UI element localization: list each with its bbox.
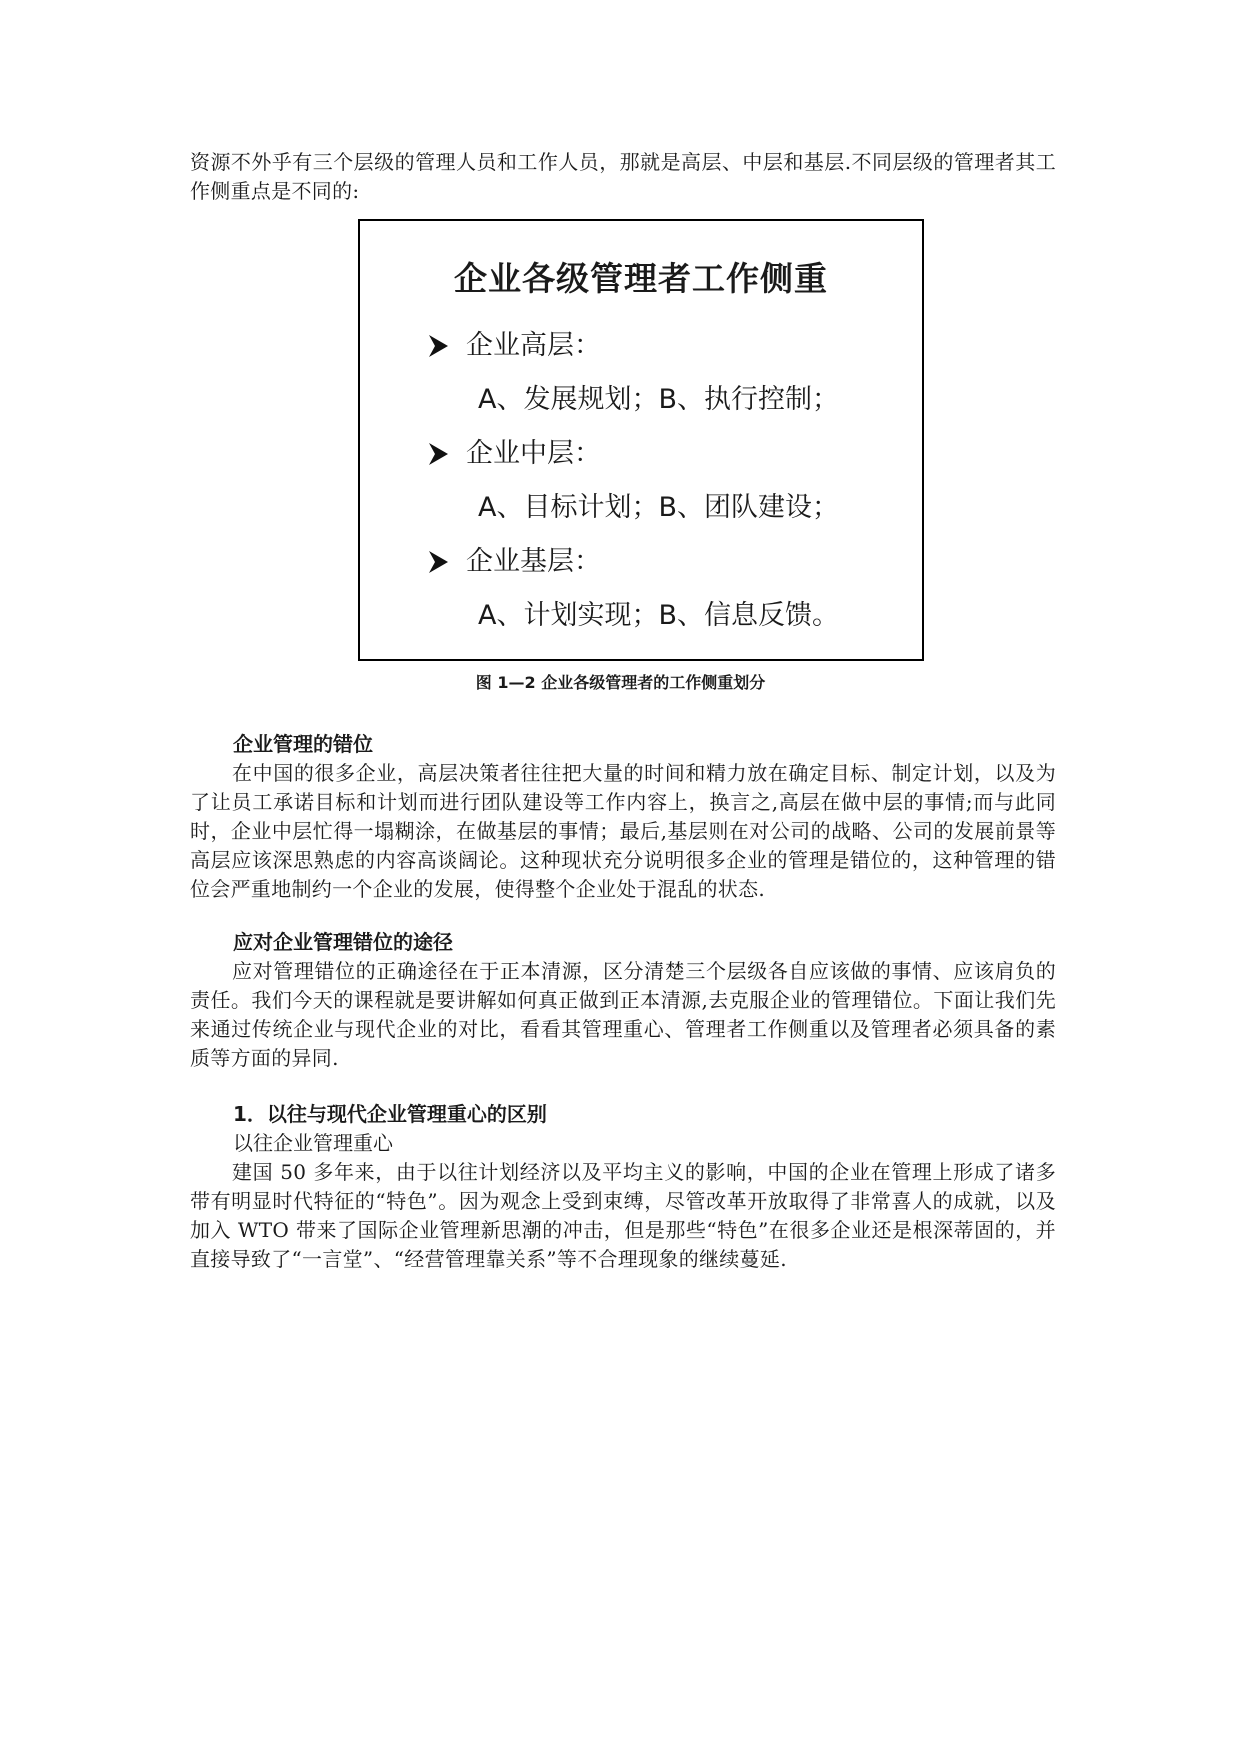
figure-title: 企业各级管理者工作侧重 — [454, 259, 828, 298]
section-heading: 企业管理的错位 — [233, 732, 373, 756]
level-label: 企业中层： — [466, 438, 601, 469]
level-senior — [426, 329, 601, 363]
intro-paragraph: 资源不外乎有三个层级的管理人员和工作人员，那就是高层、中层和基层.不同层级的管理者其工作侧重点是不同的: — [190, 150, 1056, 203]
section-subheading: 以往企业管理重心 — [233, 1131, 393, 1155]
level-middle — [426, 437, 601, 471]
chevron-right-icon — [426, 332, 452, 360]
level-base — [426, 545, 601, 579]
level-duties: A、发展规划；B、执行控制； — [478, 384, 839, 415]
figure-box — [358, 219, 924, 661]
section-body: 在中国的很多企业，高层决策者往往把大量的时间和精力放在确定目标、制定计划，以及为了让员工承诺目标和计划而进行团队建设等工作内容上，换言之,高层在做中层的事情;而与此同时，企业中层忙得一塌糊涂，在做基层的事情；最后,基层则在对公司的战略、公司的发展前景等高层应该深思熟虑的内容高谈阔论。这种现状充分说明很多企业的管理是错位的，这种管理的错位会严重地制约一个企业的发展，使得整个企业处于混乱的状态. — [190, 761, 1056, 901]
chevron-right-icon — [426, 440, 452, 468]
section-heading: 应对企业管理错位的途径 — [233, 930, 453, 954]
level-duties: A、目标计划；B、团队建设； — [478, 492, 839, 523]
section-body: 建国 50 多年来，由于以往计划经济以及平均主义的影响，中国的企业在管理上形成了诸多带有明显时代特征的“特色”。因为观念上受到束缚，尽管改革开放取得了非常喜人的成就，以及加入 WTO 带来了国际企业管理新思潮的冲击，但是那些“特色”在很多企业还是根深蒂固的，并直接导致了“一言堂”、“经营管理靠关系”等不合理现象的继续蔓延. — [190, 1160, 1056, 1271]
section-heading: 1．以往与现代企业管理重心的区别 — [233, 1102, 547, 1126]
section-body: 应对管理错位的正确途径在于正本清源，区分清楚三个层级各自应该做的事情、应该肩负的责任。我们今天的课程就是要讲解如何真正做到正本清源,去克服企业的管理错位。下面让我们先来通过传统企业与现代企业的对比，看看其管理重心、管理者工作侧重以及管理者必须具备的素质等方面的异同. — [190, 959, 1056, 1070]
level-label: 企业基层： — [466, 546, 601, 577]
level-duties: A、计划实现；B、信息反馈。 — [478, 600, 839, 631]
chevron-right-icon — [426, 548, 452, 576]
level-label: 企业高层： — [466, 330, 601, 361]
figure-caption: 图 1—2 企业各级管理者的工作侧重划分 — [475, 673, 766, 692]
